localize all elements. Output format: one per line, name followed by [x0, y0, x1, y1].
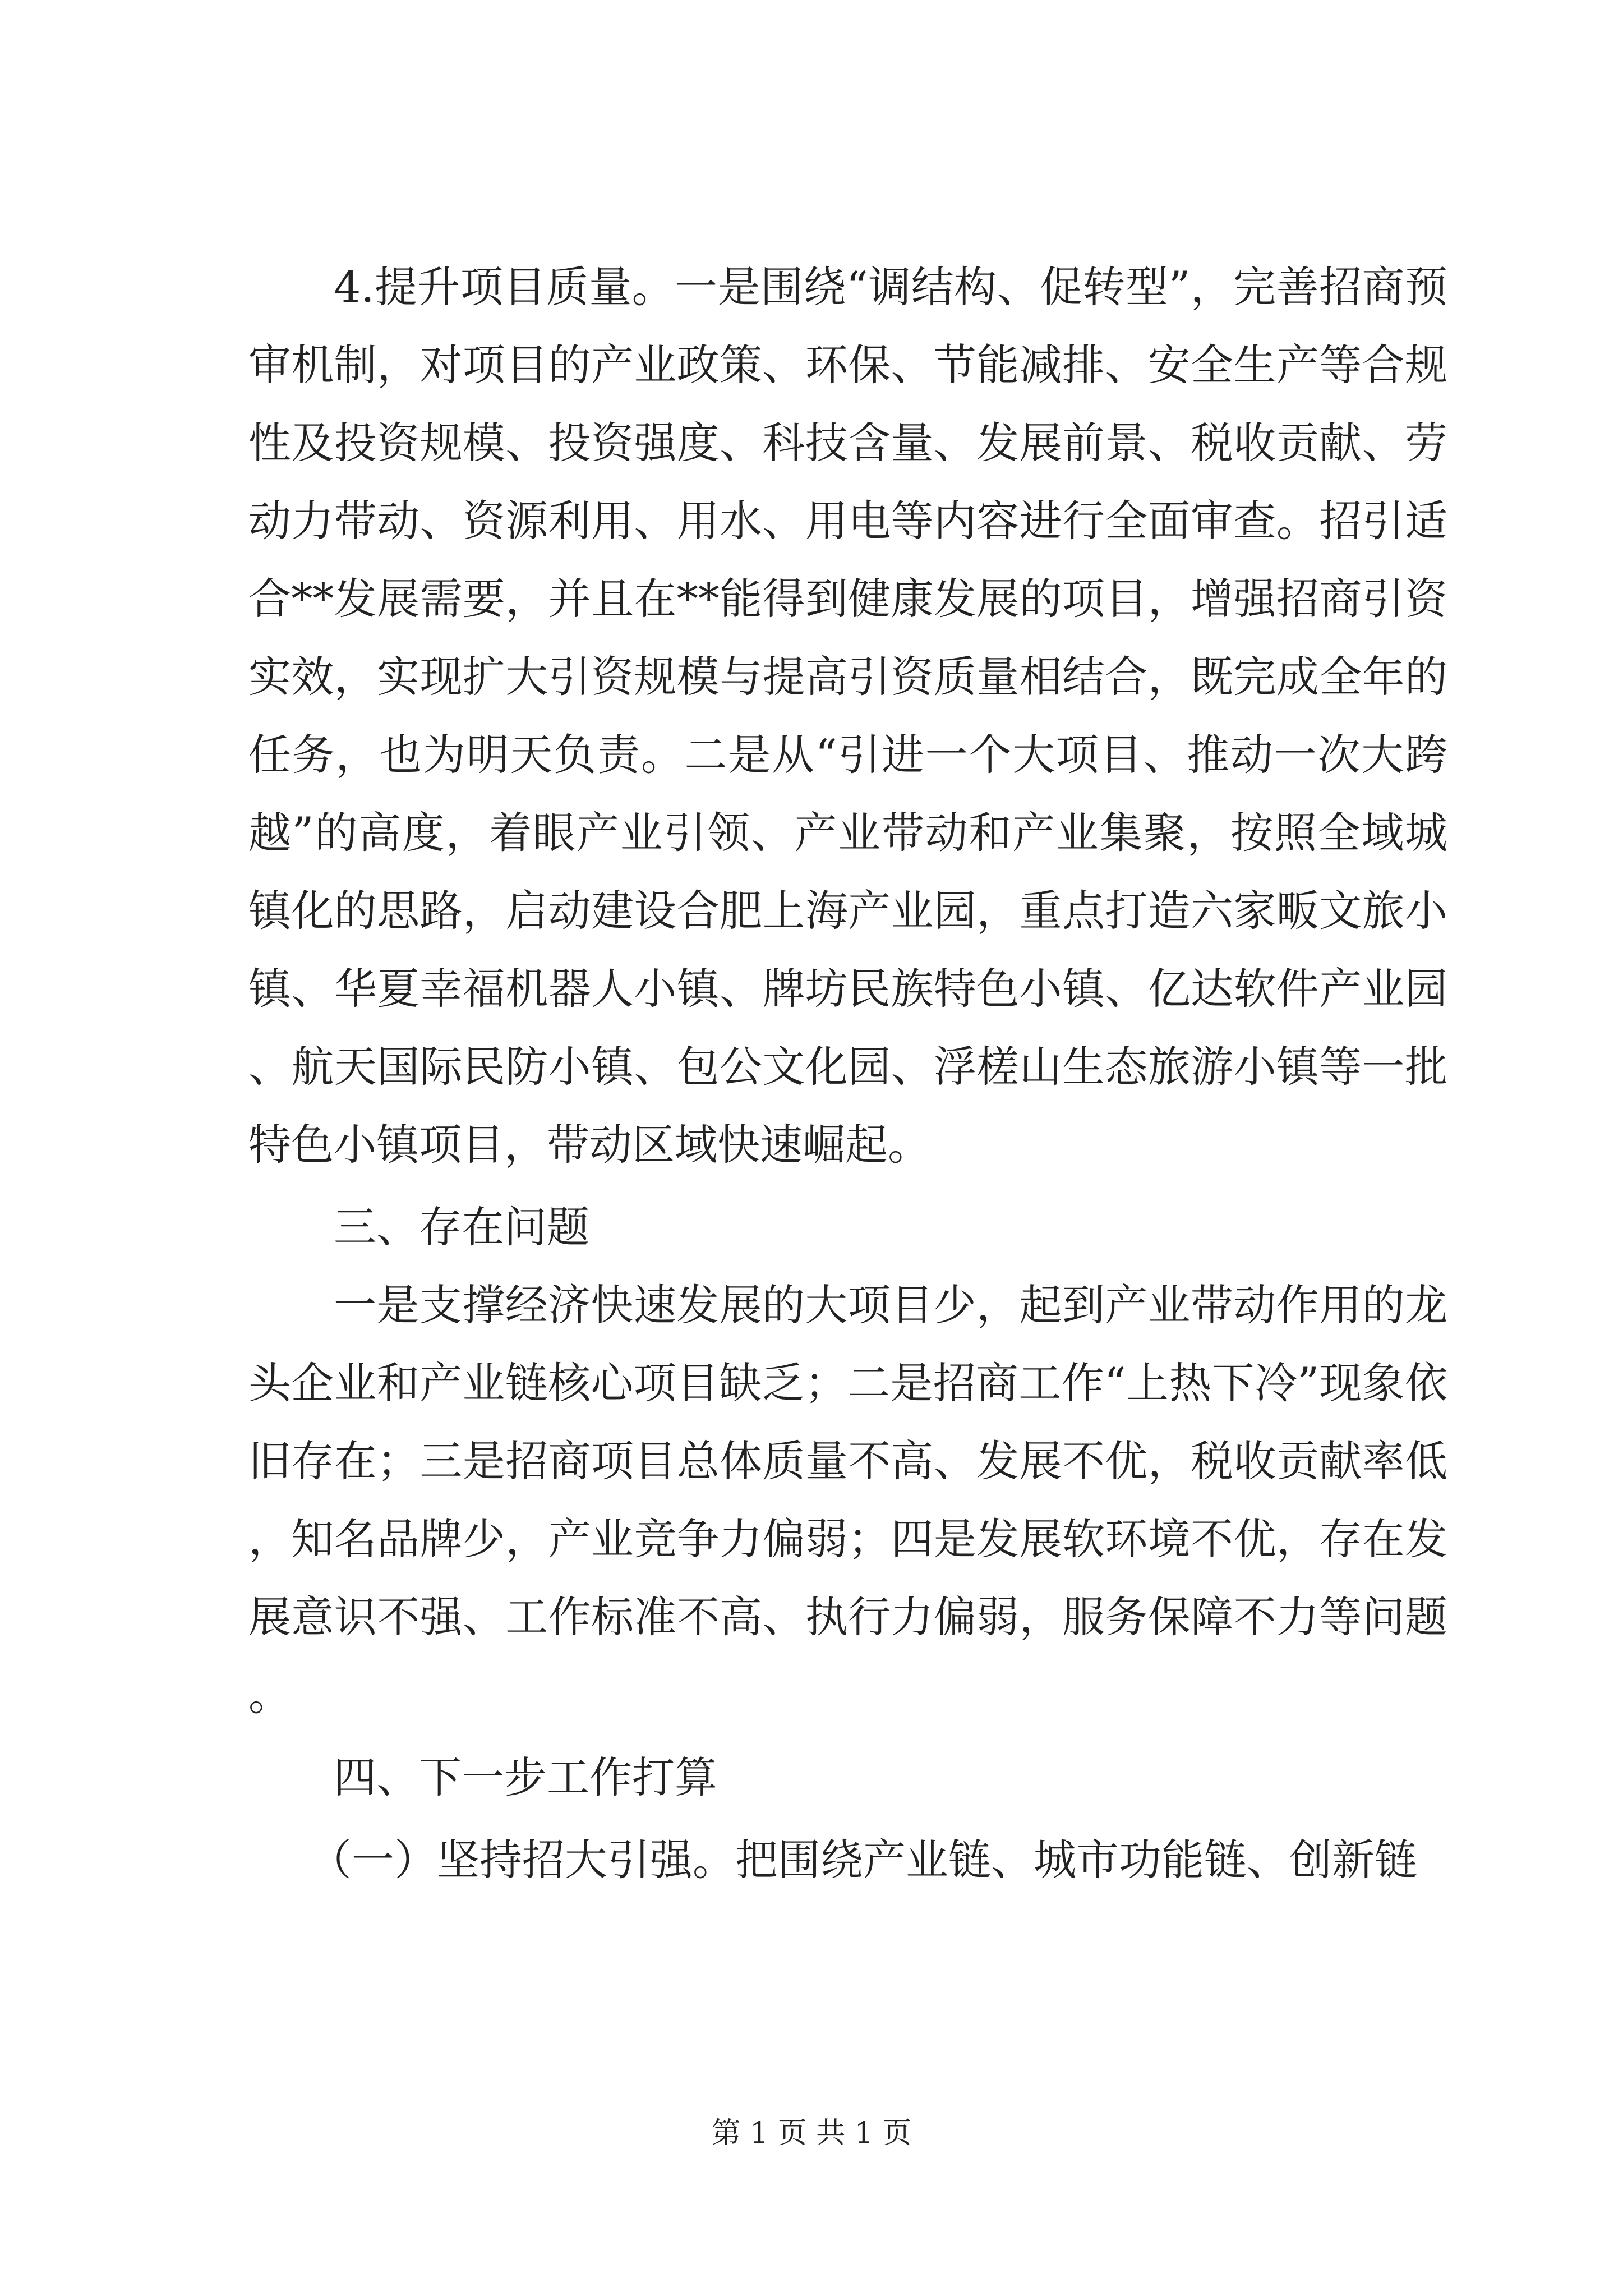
section-heading-next-steps: 四、下一步工作打算: [334, 1752, 717, 1802]
paragraph-problems: 一是支撑经济快速发展的大项目少，起到产业带动作用的龙头企业和产业链核心项目缺乏；二是招商工作“上热下冷”现象依旧存在；三是招商项目总体质量不高、发展不优，税收贡献率低，知名品牌少，产业竞争力偏弱；四是发展软环境不优，存在发展意识不强、工作标准不高、执行力偏弱，服务保障不力等问题。: [248, 1280, 1447, 1720]
paragraph-project-quality: 4.提升项目质量。一是围绕“调结构、促转型”，完善招商预审机制，对项目的产业政策、环保、节能减排、安全生产等合规性及投资规模、投资强度、科技含量、发展前景、税收贡献、劳动力带动、资源利用、用水、用电等内容进行全面审查。招引适合**发展需要，并且在**能得到健康发展的项目，增强招商引资实效，实现扩大引资规模与提高引资质量相结合，既完成全年的任务，也为明天负责。二是从“引进一个大项目、推动一次大跨越”的高度，着眼产业引领、产业带动和产业集聚，按照全域城镇化的思路，启动建设合肥上海产业园，重点打造六家畈文旅小镇、华夏幸福机器人小镇、牌坊民族特色小镇、亿达软件产业园、航天国际民防小镇、包公文化园、浮槎山生态旅游小镇等一批特色小镇项目，带动区域快速崛起。: [248, 262, 1447, 1170]
document-body: [248, 248, 1447, 1899]
paragraph-attract-big-projects: （一）坚持招大引强。把围绕产业链、城市功能链、创新链: [309, 1835, 1417, 1885]
section-heading-problems: 三、存在问题: [334, 1202, 589, 1252]
page-footer: 第 1 页 共 1 页: [711, 2116, 912, 2150]
